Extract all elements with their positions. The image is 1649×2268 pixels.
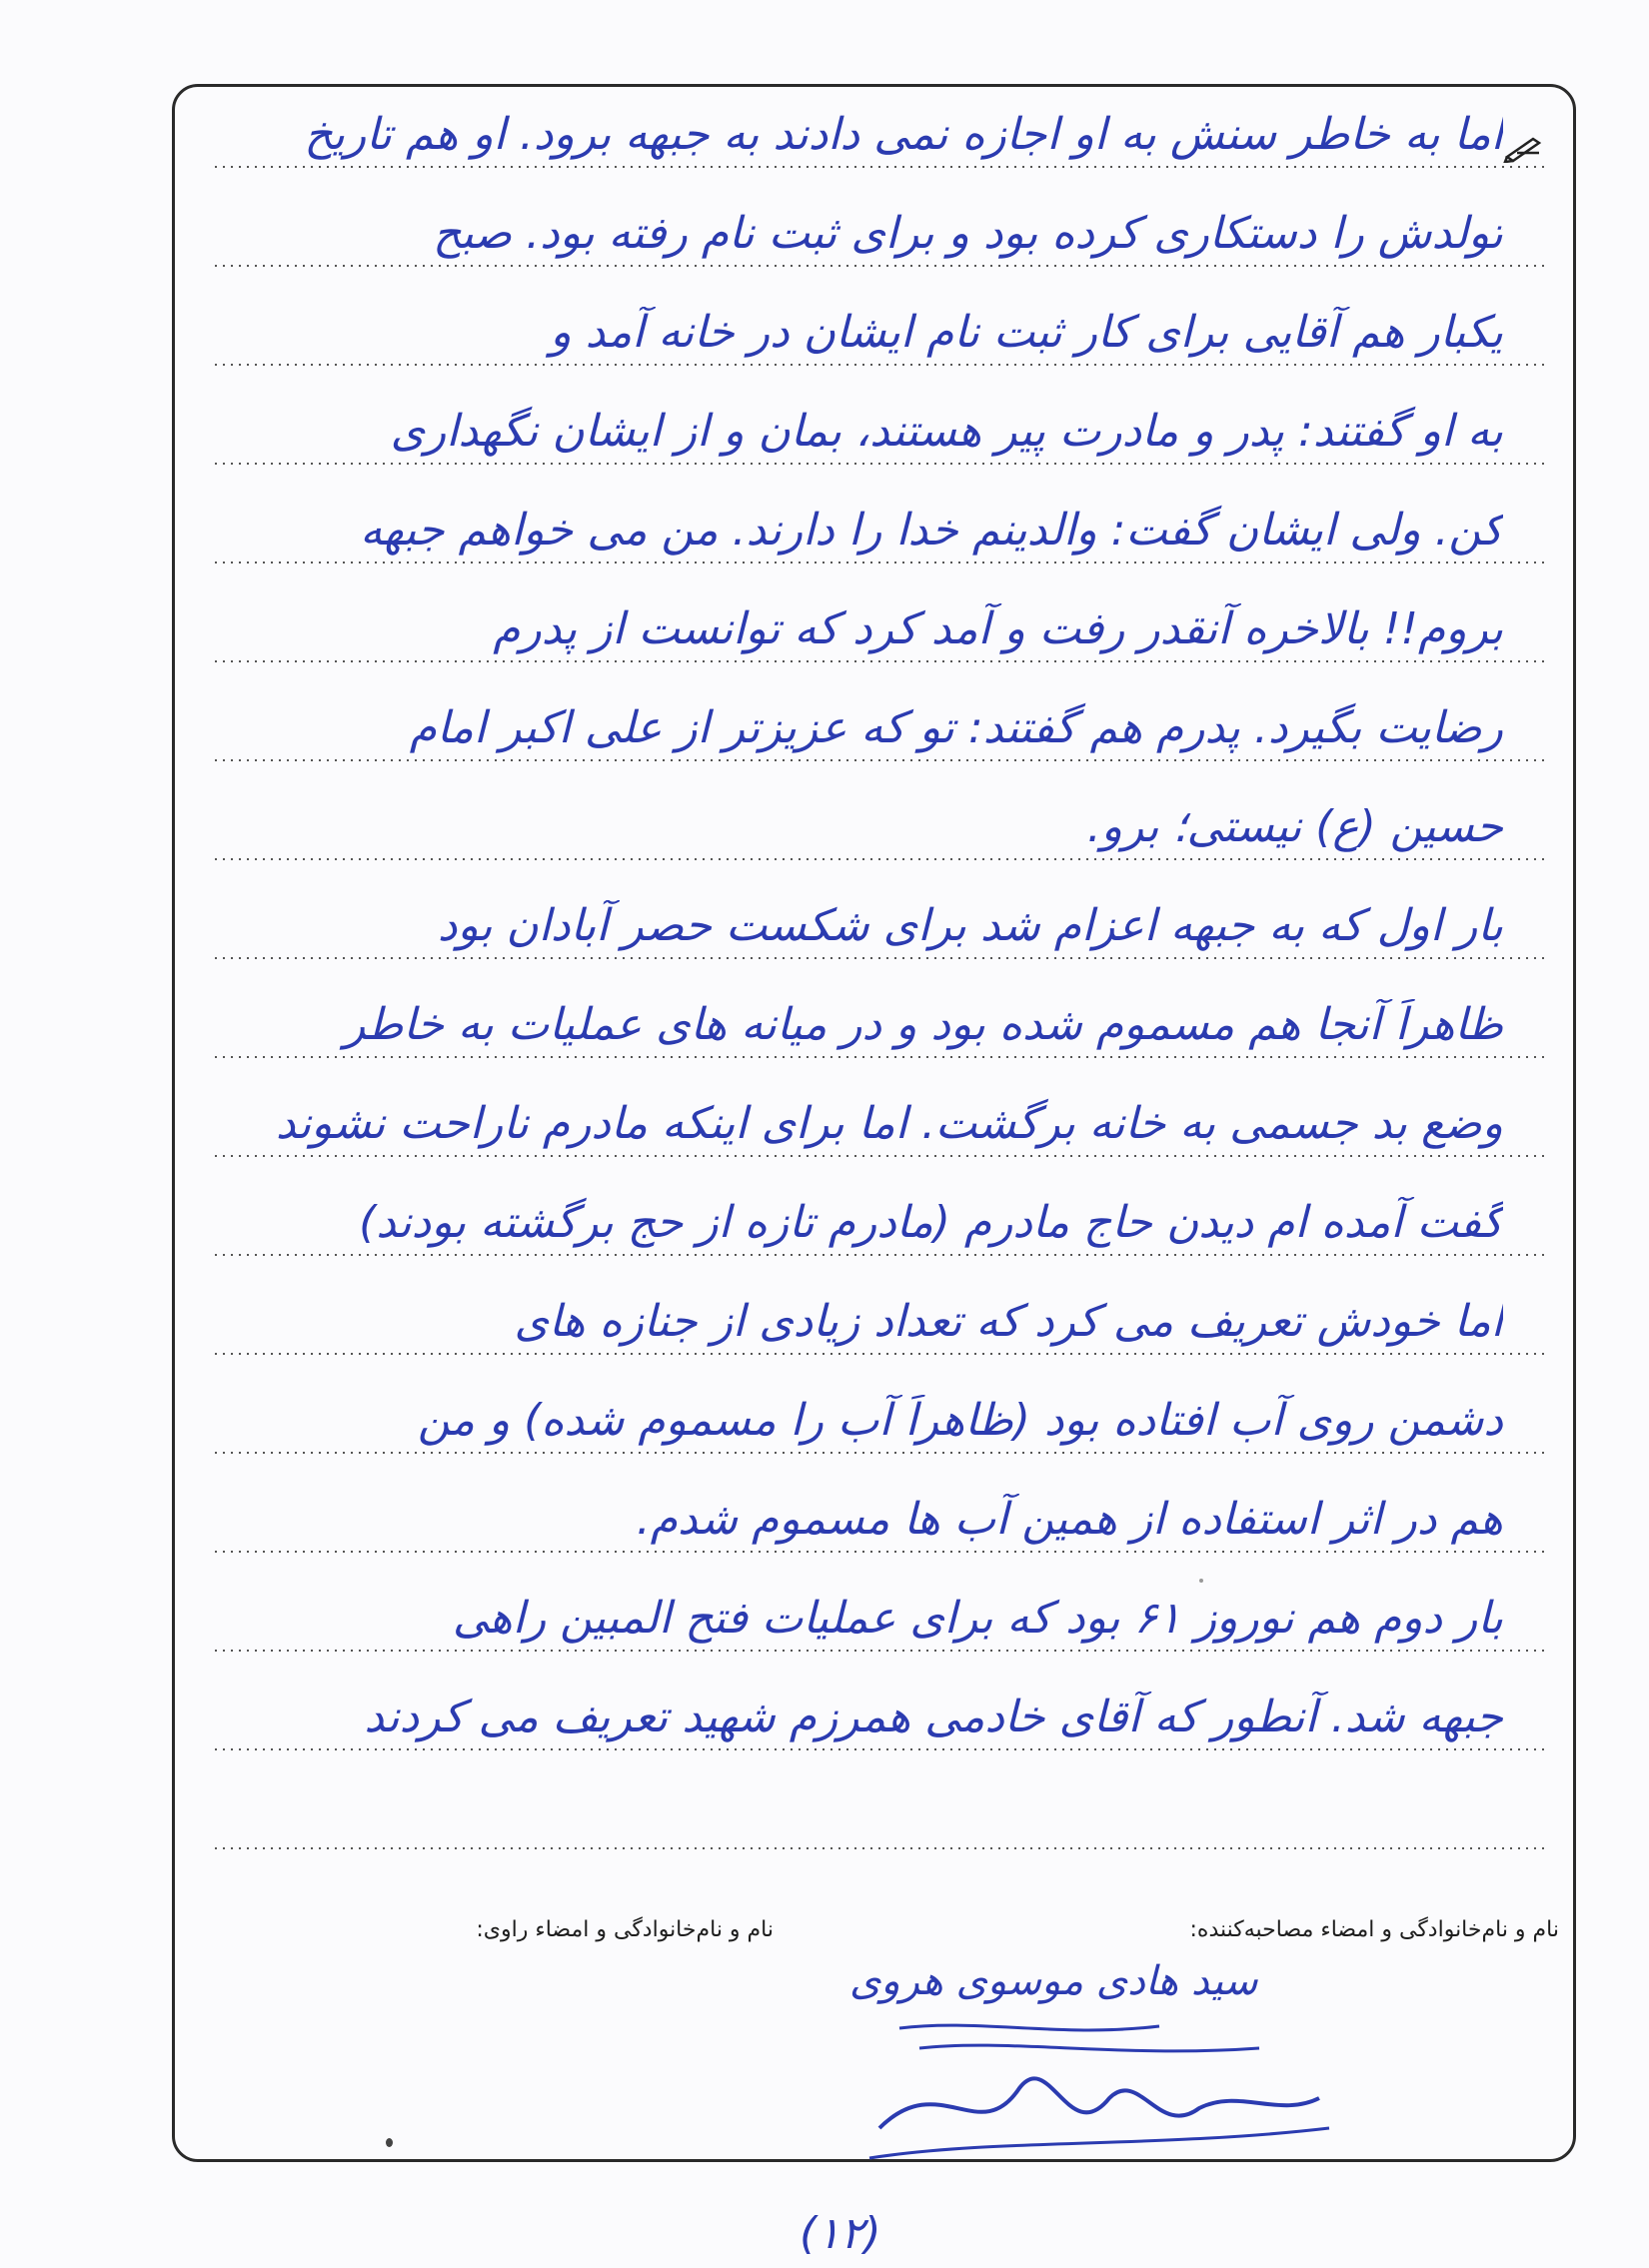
handwritten-line: اما خودش تعریف می کرد که تعداد زیادی از جنازه های xyxy=(514,1296,1503,1347)
speck xyxy=(1199,1579,1203,1583)
handwritten-line: بار دوم هم نوروز ۶۱ بود که برای عملیات فتح المبین راهی xyxy=(452,1593,1503,1644)
signature-scribble xyxy=(859,2008,1339,2168)
handwritten-line: هم در اثر استفاده از همین آب ها مسموم شدم. xyxy=(636,1494,1503,1545)
handwritten-line: دشمن روی آب افتاده بود (ظاهراً آب را مسموم شده) و من xyxy=(417,1395,1503,1446)
handwritten-line: ظاهراً آنجا هم مسموم شده بود و در میانه های عملیات به خاطر xyxy=(344,999,1503,1050)
handwritten-line: یکبار هم آقایی برای کار ثبت نام ایشان در خانه آمد و xyxy=(550,307,1503,358)
interviewer-name-handwritten: سید هادی موسوی هروی xyxy=(849,1958,1258,2004)
page-number: (۱۲) xyxy=(800,2208,881,2259)
handwritten-line: رضایت بگیرد. پدرم هم گفتند: تو که عزیزتر از علی اکبر امام xyxy=(409,702,1503,753)
interviewer-signature-label: نام و نام‌خانوادگی و امضاء مصاحبه‌کننده: xyxy=(1189,1917,1559,1942)
handwritten-line: حسین (ع) نیستی؛ برو. xyxy=(1086,801,1503,852)
handwritten-line: به او گفتند: پدر و مادرت پیر هستند، بمان و از ایشان نگهداری xyxy=(390,406,1503,457)
speck xyxy=(386,2138,393,2147)
handwritten-line: جبهه شد. آنطور که آقای خادمی همرزم شهید تعریف می کردند xyxy=(364,1692,1503,1742)
handwritten-line: بروم!! بالاخره آنقدر رفت و آمد کرد که توانست از پدرم xyxy=(493,603,1503,654)
handwritten-line: بار اول که به جبهه اعزام شد برای شکست حصر آبادان بود xyxy=(437,900,1503,951)
handwritten-line: گفت آمده ام دیدن حاج مادرم (مادرم تازه از حج برگشته بودند) xyxy=(359,1197,1503,1248)
pen-icon xyxy=(1503,133,1543,163)
narrator-signature-label: نام و نام‌خانوادگی و امضاء راوی: xyxy=(476,1917,774,1942)
handwritten-line: تولدش را دستکاری کرده بود و برای ثبت نام رفته بود. صبح xyxy=(433,208,1503,259)
handwritten-line: اما به خاطر سنش به او اجازه نمی دادند به جبهه برود. او هم تاریخ xyxy=(304,109,1503,160)
handwritten-line: کن. ولی ایشان گفت: والدینم خدا را دارند. من می خواهم جبهه xyxy=(360,505,1503,556)
form-frame xyxy=(172,84,1576,2162)
handwritten-line: وضع بد جسمی به خانه برگشت. اما برای اینکه مادرم ناراحت نشوند xyxy=(275,1098,1503,1149)
